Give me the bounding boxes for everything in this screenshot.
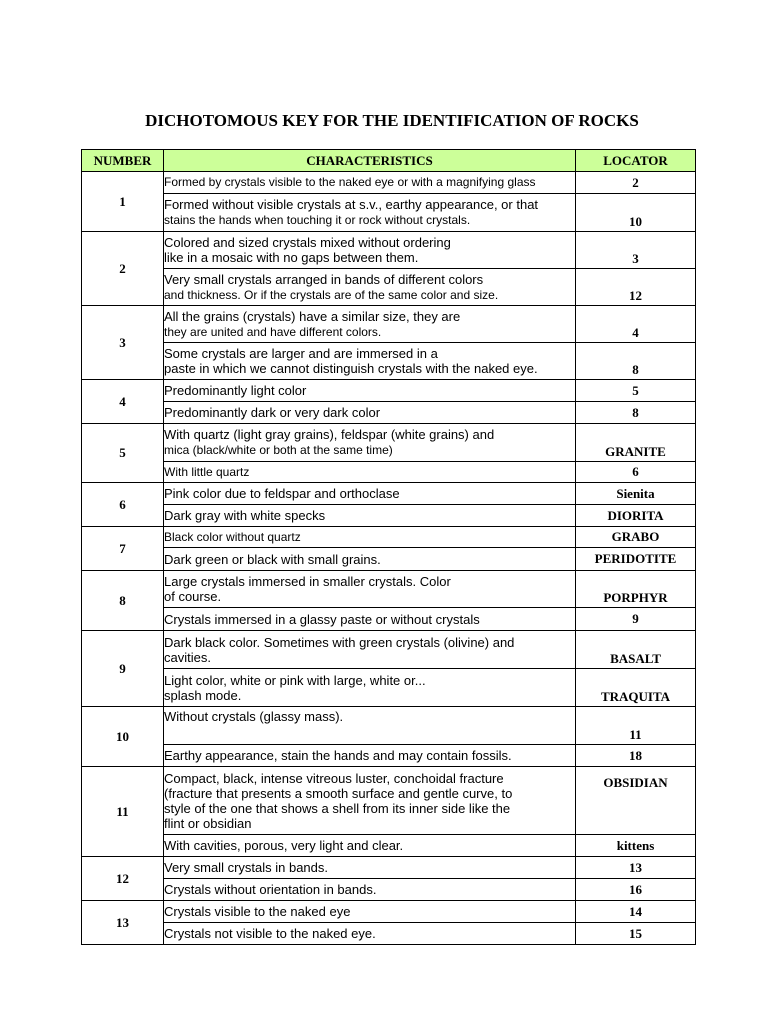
group-number: 11	[82, 767, 164, 857]
characteristic-line: With little quartz	[164, 464, 250, 479]
characteristic-cell	[164, 194, 576, 232]
locator-cell: OBSIDIAN	[576, 767, 696, 835]
characteristic-line: Compact, black, intense vitreous luster, conchoidal fracture	[164, 770, 504, 786]
characteristic-cell	[164, 483, 576, 505]
characteristic-line: Light color, white or pink with large, white or...	[164, 672, 426, 688]
characteristic-line: All the grains (crystals) have a similar size, they are	[164, 308, 461, 324]
locator-cell: 4	[576, 306, 696, 343]
locator-cell: 12	[576, 269, 696, 306]
header-number: NUMBER	[82, 150, 164, 172]
group-number: 6	[82, 483, 164, 527]
group-number: 10	[82, 707, 164, 767]
table-row	[82, 745, 696, 767]
table-row	[82, 424, 696, 462]
table-row	[82, 923, 696, 945]
characteristic-line: Some crystals are larger and are immersed in a	[164, 346, 438, 361]
characteristic-line: Very small crystals in bands.	[164, 860, 329, 875]
characteristic-line: Crystals immersed in a glassy paste or without crystals	[164, 611, 480, 627]
characteristic-line: they are united and have different colors.	[164, 324, 382, 339]
locator-cell: DIORITA	[576, 505, 696, 527]
locator-cell: TRAQUITA	[576, 669, 696, 707]
characteristic-line: With cavities, porous, very light and clear.	[164, 838, 404, 853]
table-row	[82, 879, 696, 901]
group-number: 9	[82, 631, 164, 707]
characteristic-line: cavities.	[164, 649, 211, 665]
table-row	[82, 631, 696, 669]
characteristic-cell	[164, 707, 576, 745]
characteristic-line: With quartz (light gray grains), feldspar (white grains) and	[164, 427, 495, 442]
characteristic-line: Without crystals (glassy mass).	[164, 709, 344, 724]
characteristic-cell	[164, 669, 576, 707]
characteristic-line: Formed by crystals visible to the naked eye or with a magnifying glass	[164, 175, 536, 189]
characteristic-cell	[164, 232, 576, 269]
characteristic-line: Predominantly light color	[164, 383, 307, 398]
characteristic-cell	[164, 923, 576, 945]
table-header-row	[82, 150, 696, 172]
characteristic-line: Colored and sized crystals mixed without ordering	[164, 235, 451, 250]
table-row	[82, 527, 696, 548]
characteristic-line: style of the one that shows a shell from its inner side like the	[164, 800, 511, 816]
table-row	[82, 901, 696, 923]
locator-cell: 18	[576, 745, 696, 767]
characteristic-cell	[164, 835, 576, 857]
locator-cell: 10	[576, 194, 696, 232]
characteristic-cell	[164, 269, 576, 306]
characteristic-line: stains the hands when touching it or rock without crystals.	[164, 213, 471, 227]
characteristic-cell	[164, 380, 576, 402]
characteristic-line: of course.	[164, 589, 222, 604]
group-number: 13	[82, 901, 164, 945]
characteristic-line: Dark green or black with small grains.	[164, 551, 381, 567]
characteristic-line: Predominantly dark or very dark color	[164, 405, 381, 420]
locator-cell: 13	[576, 857, 696, 879]
characteristic-cell	[164, 857, 576, 879]
table-row	[82, 343, 696, 380]
rock-identification-table	[81, 149, 696, 945]
group-number: 4	[82, 380, 164, 424]
characteristic-cell	[164, 571, 576, 608]
table-row	[82, 380, 696, 402]
characteristic-cell	[164, 172, 576, 194]
characteristic-line: Crystals without orientation in bands.	[164, 882, 377, 897]
table-row	[82, 548, 696, 571]
characteristic-line: (fracture that presents a smooth surface and gentle curve, to	[164, 785, 513, 801]
locator-cell: 3	[576, 232, 696, 269]
characteristic-cell	[164, 879, 576, 901]
locator-cell: 6	[576, 462, 696, 483]
characteristic-line: like in a mosaic with no gaps between them.	[164, 250, 419, 265]
table-row	[82, 767, 696, 835]
characteristic-cell	[164, 505, 576, 527]
characteristic-line: paste in which we cannot distinguish crystals with the naked eye.	[164, 361, 538, 376]
characteristic-cell	[164, 343, 576, 380]
characteristic-cell	[164, 767, 576, 835]
characteristic-cell	[164, 306, 576, 343]
locator-cell: 5	[576, 380, 696, 402]
locator-cell: 9	[576, 608, 696, 631]
locator-cell: PERIDOTITE	[576, 548, 696, 571]
characteristic-line: Crystals not visible to the naked eye.	[164, 926, 376, 941]
locator-cell: 14	[576, 901, 696, 923]
characteristic-line: Pink color due to feldspar and orthoclase	[164, 486, 400, 501]
characteristic-cell	[164, 402, 576, 424]
characteristic-cell	[164, 527, 576, 548]
characteristic-line: flint or obsidian	[164, 815, 252, 831]
locator-cell: 8	[576, 402, 696, 424]
locator-cell: BASALT	[576, 631, 696, 669]
characteristic-line: Formed without visible crystals at s.v., earthy appearance, or that	[164, 197, 539, 212]
table-row	[82, 669, 696, 707]
locator-cell: 15	[576, 923, 696, 945]
locator-cell: 8	[576, 343, 696, 380]
characteristic-line: splash mode.	[164, 687, 242, 703]
locator-cell: Sienita	[576, 483, 696, 505]
document-title: DICHOTOMOUS KEY FOR THE IDENTIFICATION OF ROCKS	[145, 111, 639, 130]
locator-cell: GRANITE	[576, 424, 696, 462]
header-characteristics: CHARACTERISTICS	[164, 150, 576, 172]
table-row	[82, 707, 696, 745]
characteristic-cell	[164, 462, 576, 483]
group-number: 7	[82, 527, 164, 571]
characteristic-line: Crystals visible to the naked eye	[164, 904, 351, 919]
table-row	[82, 462, 696, 483]
group-number: 1	[82, 172, 164, 232]
characteristic-line: Large crystals immersed in smaller crystals. Color	[164, 574, 451, 589]
characteristic-line: Dark gray with white specks	[164, 508, 326, 523]
locator-cell: PORPHYR	[576, 571, 696, 608]
table-row	[82, 194, 696, 232]
characteristic-line: and thickness. Or if the crystals are of the same color and size.	[164, 287, 499, 302]
group-number: 5	[82, 424, 164, 483]
table-row	[82, 835, 696, 857]
table-row	[82, 483, 696, 505]
characteristic-line: mica (black/white or both at the same time)	[164, 443, 393, 457]
table-row	[82, 306, 696, 343]
characteristic-cell	[164, 901, 576, 923]
table-row	[82, 269, 696, 306]
table-row	[82, 857, 696, 879]
table-row	[82, 505, 696, 527]
table-row	[82, 402, 696, 424]
group-number: 3	[82, 306, 164, 380]
characteristic-line: Black color without quartz	[164, 529, 301, 544]
table-row	[82, 571, 696, 608]
table-row	[82, 232, 696, 269]
table-row	[82, 172, 696, 194]
locator-cell: 11	[576, 707, 696, 745]
characteristic-line: Dark black color. Sometimes with green crystals (olivine) and	[164, 634, 515, 650]
characteristic-cell	[164, 608, 576, 631]
characteristic-cell	[164, 548, 576, 571]
characteristic-line: Earthy appearance, stain the hands and may contain fossils.	[164, 748, 512, 763]
locator-cell: kittens	[576, 835, 696, 857]
locator-cell: 16	[576, 879, 696, 901]
group-number: 12	[82, 857, 164, 901]
locator-cell: 2	[576, 172, 696, 194]
group-number: 2	[82, 232, 164, 306]
characteristic-cell	[164, 631, 576, 669]
header-locator: LOCATOR	[576, 150, 696, 172]
group-number: 8	[82, 571, 164, 631]
characteristic-cell	[164, 424, 576, 462]
locator-cell: GRABO	[576, 527, 696, 548]
characteristic-cell	[164, 745, 576, 767]
characteristic-line: Very small crystals arranged in bands of different colors	[164, 271, 484, 287]
table-row	[82, 608, 696, 631]
